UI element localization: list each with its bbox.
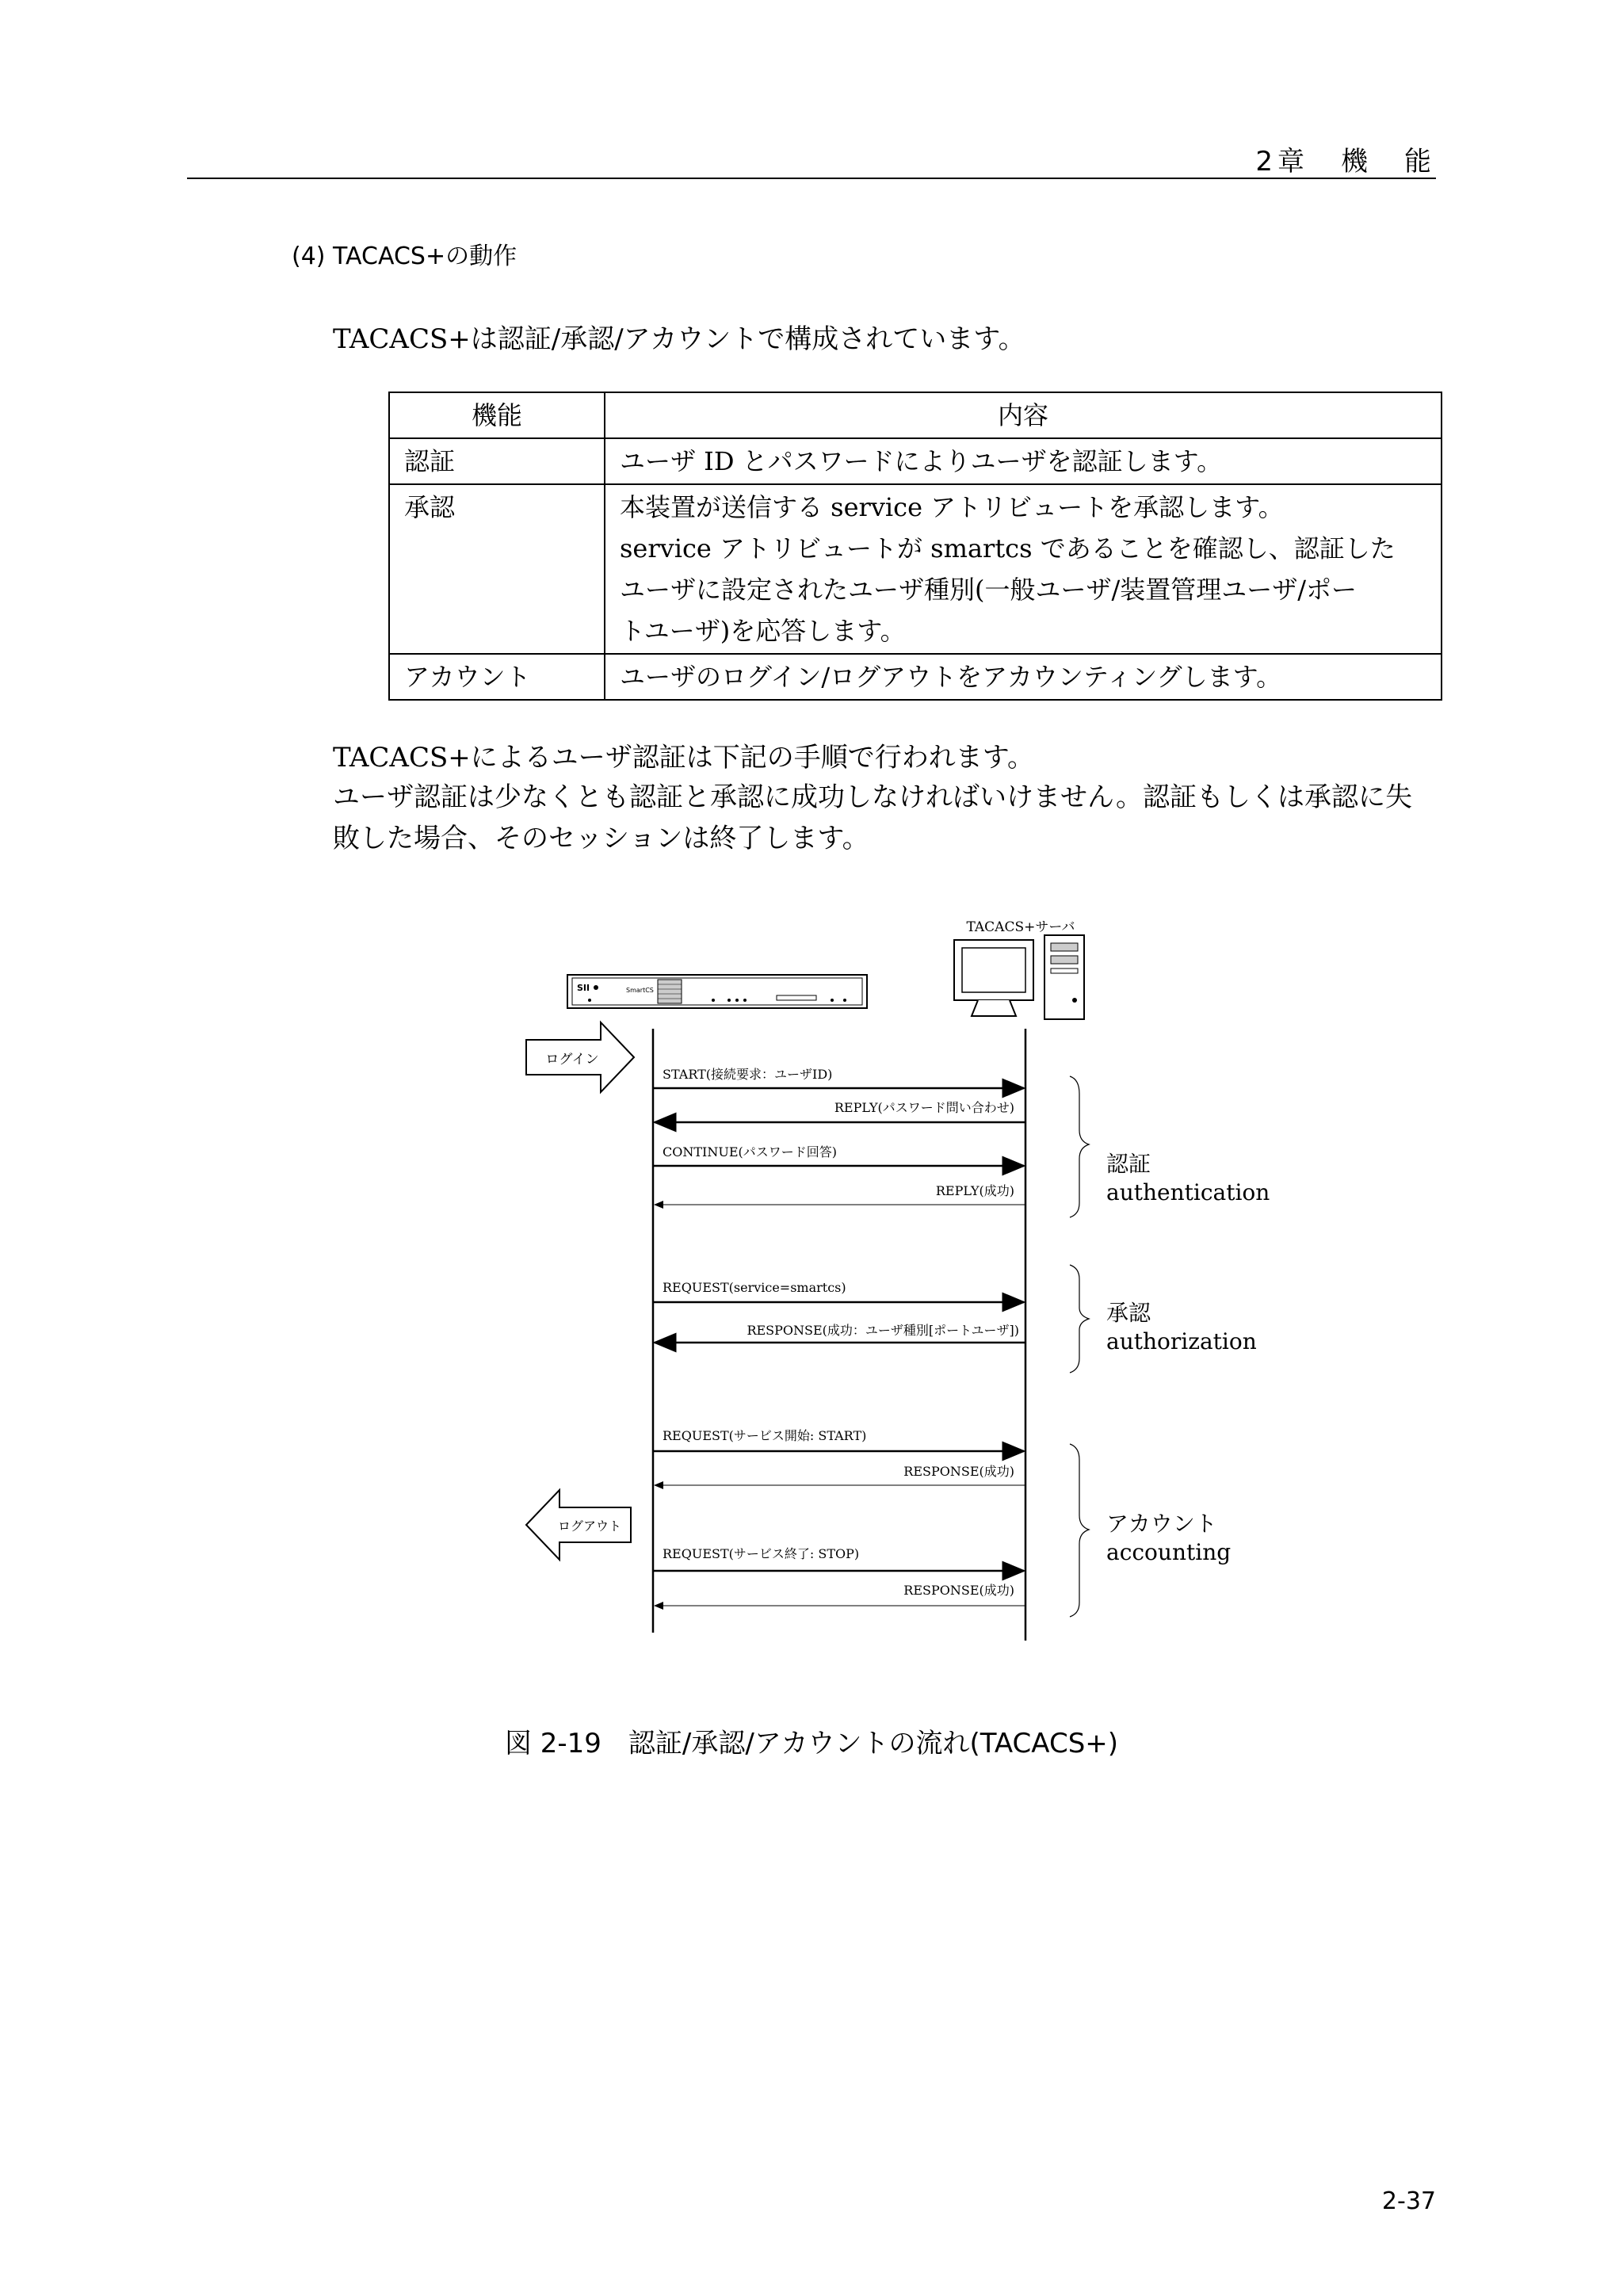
phase-label-ja: 認証 [1106,1151,1151,1177]
table-cell-function: 承認 [389,484,605,654]
table-cell-content [605,438,1442,484]
content-line: ユーザのログイン/ログアウトをアカウンティングします。 [620,662,1282,692]
paragraph-requirement: ユーザ認証は少なくとも認証と承認に成功しなければいけません。認証もしくは承認に失 [333,781,1413,813]
table-row [389,438,1442,484]
table-cell-content [605,484,1442,654]
figure-caption: 図 2-19 認証/承認/アカウントの流れ(TACACS+) [504,1728,1119,1759]
section-heading: (4) TACACS+の動作 [292,243,517,270]
message-label: REPLY(成功) [935,1183,1014,1198]
phase-label-en: authentication [1106,1179,1270,1205]
acct-brace [1070,1444,1089,1617]
device-model: SmartCS [626,987,654,994]
content-line: 本装置が送信する service アトリビュートを承認します。 [620,492,1284,522]
message-label: CONTINUE(パスワード回答) [663,1144,838,1159]
intro-text: TACACS+は認証/承認/アカウントで構成されています。 [333,323,1025,355]
authz-brace [1070,1265,1089,1373]
phase-label-en: accounting [1106,1539,1232,1565]
table-header-function: 機能 [389,392,605,438]
message-label: RESPONSE(成功：ユーザ種別[ポートユーザ]) [747,1323,1019,1338]
phase-label-ja: 承認 [1106,1300,1151,1326]
message-label: RESPONSE(成功) [903,1583,1014,1598]
content-line: ユーザに設定されたユーザ種別(一般ユーザ/装置管理ユーザ/ポー [620,575,1358,605]
table-cell-function: アカウント [389,654,605,700]
message-label: RESPONSE(成功) [903,1464,1014,1479]
smartcs-device-icon [567,975,867,1008]
paragraph-procedure: TACACS+によるユーザ認証は下記の手順で行われます。 [333,742,1035,774]
login-label: ログイン [545,1052,599,1068]
table-cell-content [605,654,1442,700]
message-label: REQUEST(service=smartcs) [663,1280,846,1295]
login-arrow-icon [526,1022,634,1092]
message-label: REPLY(パスワード問い合わせ) [834,1100,1014,1115]
message-label: REQUEST(サービス開始: START) [663,1428,867,1443]
content-line: service アトリビュートが smartcs であることを確認し、認証した [620,533,1396,563]
message-label: START(接続要求：ユーザID) [663,1067,833,1082]
page-number: 2-37 [1381,2187,1436,2215]
auth-brace [1070,1076,1089,1217]
logout-arrow-icon [526,1490,631,1560]
table-header-content: 内容 [605,392,1442,438]
logout-label: ログアウト [557,1519,622,1534]
function-table [388,392,1442,701]
server-label: TACACS+サーバ [966,919,1075,935]
paragraph-requirement-cont: 敗した場合、そのセッションは終了します。 [333,823,869,854]
phase-label-en: authorization [1106,1328,1257,1354]
phase-label-ja: アカウント [1106,1511,1217,1537]
device-brand: SII [577,983,590,993]
table-header-row [389,392,1442,438]
table-row [389,654,1442,700]
content-line: トユーザ)を応答します。 [620,616,906,646]
sequence-diagram [0,904,1623,1664]
table-row [389,484,1442,654]
table-cell-function: 認証 [389,438,605,484]
content-line: ユーザ ID とパスワードによりユーザを認証します。 [620,446,1223,476]
tacacs-server-icon [954,935,1084,1019]
message-label: REQUEST(サービス終了: STOP) [663,1546,860,1561]
header-rule [187,178,1436,179]
chapter-header: 2章 機 能 [1255,146,1436,178]
